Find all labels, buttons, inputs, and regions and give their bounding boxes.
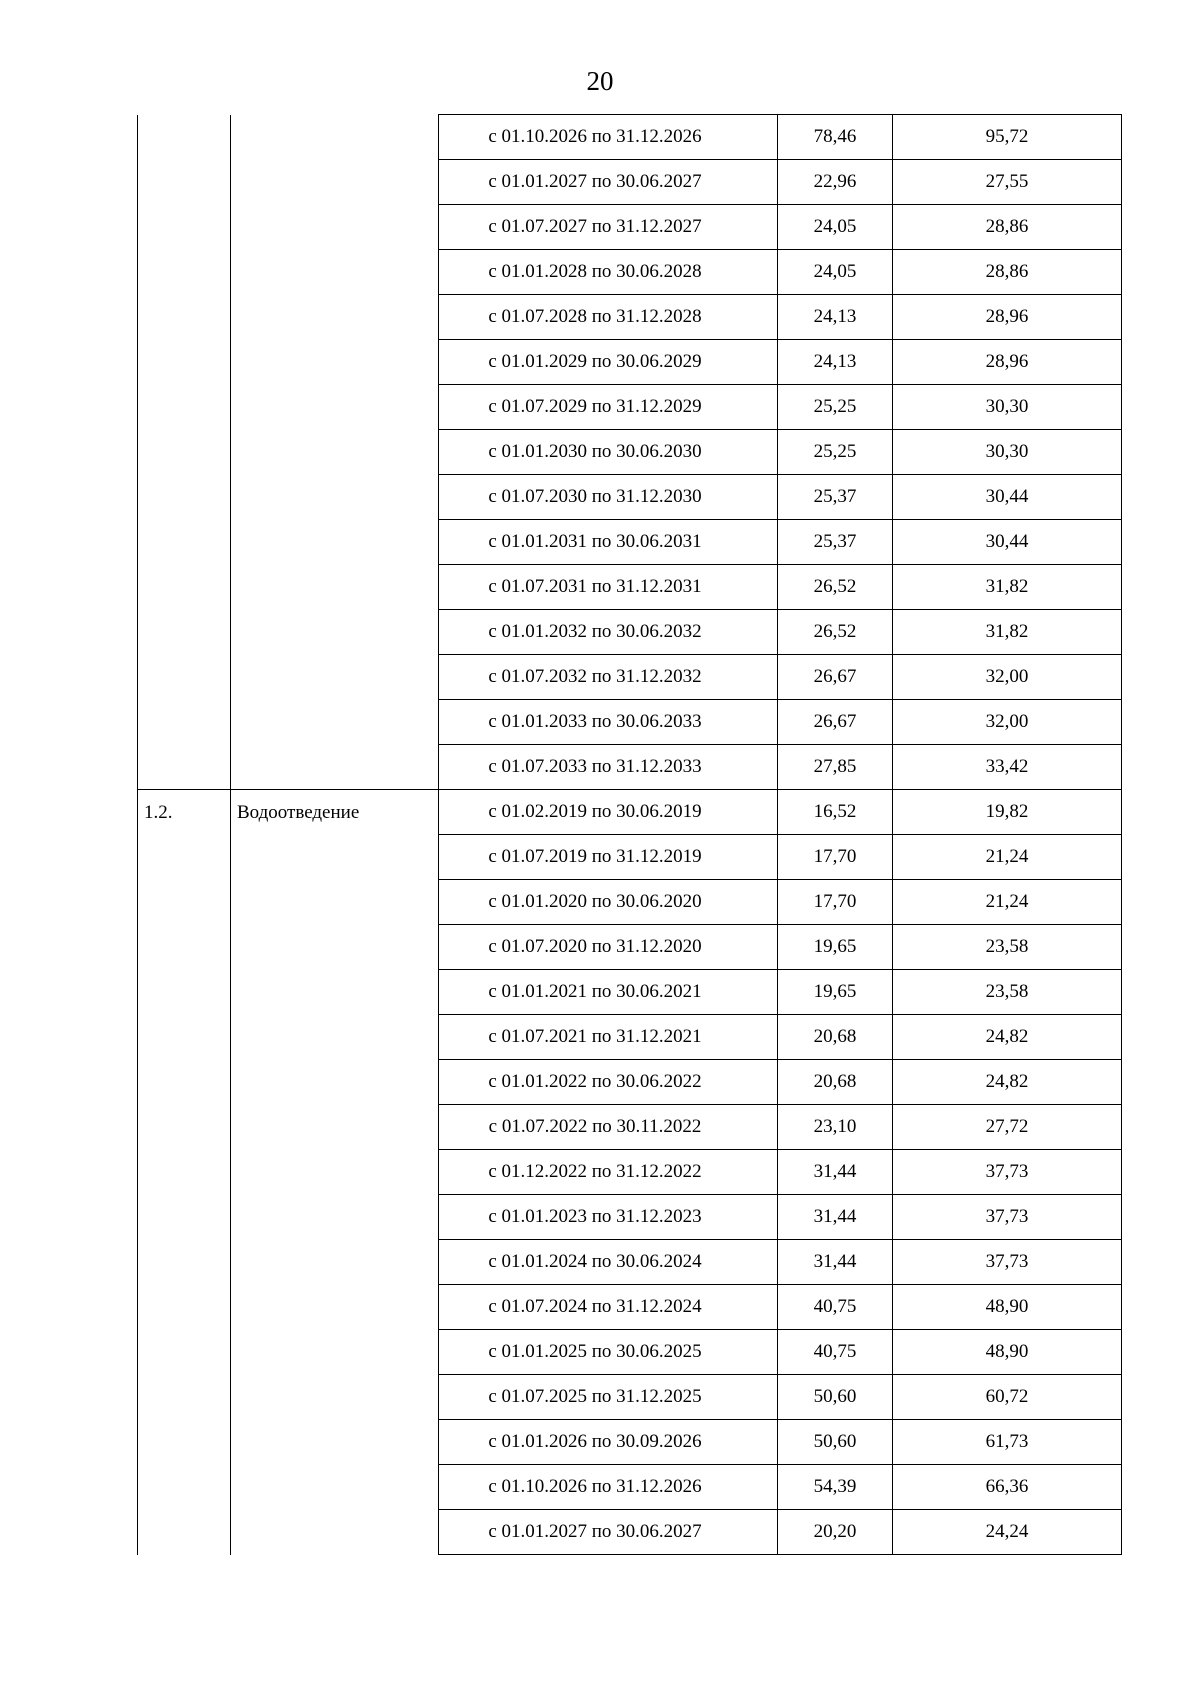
tariff-value-cell: 27,85 [778, 745, 893, 790]
tariff-value-cell: 22,96 [778, 160, 893, 205]
period-cell: с 01.07.2020 по 31.12.2020 [439, 925, 778, 970]
table-row [138, 790, 1122, 835]
tariff-value-cell: 24,13 [778, 340, 893, 385]
tariff-value-cell: 25,25 [778, 430, 893, 475]
tariff-value-with-vat-cell: 30,30 [893, 430, 1122, 475]
tariff-value-cell: 20,68 [778, 1015, 893, 1060]
tariff-value-with-vat-cell: 24,24 [893, 1510, 1122, 1555]
period-cell: с 01.01.2027 по 30.06.2027 [439, 160, 778, 205]
period-cell: с 01.07.2033 по 31.12.2033 [439, 745, 778, 790]
tariff-value-with-vat-cell: 28,96 [893, 340, 1122, 385]
period-cell: с 01.07.2024 по 31.12.2024 [439, 1285, 778, 1330]
tariff-value-cell: 17,70 [778, 835, 893, 880]
period-cell: с 01.07.2025 по 31.12.2025 [439, 1375, 778, 1420]
period-cell: с 01.01.2022 по 30.06.2022 [439, 1060, 778, 1105]
period-cell: с 01.07.2021 по 31.12.2021 [439, 1015, 778, 1060]
tariff-value-with-vat-cell: 33,42 [893, 745, 1122, 790]
group-name [231, 115, 438, 127]
period-cell: с 01.01.2021 по 30.06.2021 [439, 970, 778, 1015]
period-cell: с 01.01.2023 по 31.12.2023 [439, 1195, 778, 1240]
period-cell: с 01.01.2025 по 30.06.2025 [439, 1330, 778, 1375]
tariff-value-cell: 31,44 [778, 1195, 893, 1240]
tariff-value-with-vat-cell: 61,73 [893, 1420, 1122, 1465]
tariff-value-with-vat-cell: 37,73 [893, 1150, 1122, 1195]
period-cell: с 01.07.2030 по 31.12.2030 [439, 475, 778, 520]
tariff-value-cell: 40,75 [778, 1330, 893, 1375]
period-cell: с 01.07.2027 по 31.12.2027 [439, 205, 778, 250]
period-cell: с 01.01.2020 по 30.06.2020 [439, 880, 778, 925]
tariff-value-with-vat-cell: 31,82 [893, 565, 1122, 610]
table-row [138, 115, 1122, 160]
tariff-value-cell: 25,37 [778, 475, 893, 520]
group-number-cell [138, 790, 231, 1555]
period-cell: с 01.07.2032 по 31.12.2032 [439, 655, 778, 700]
period-cell: с 01.01.2030 по 30.06.2030 [439, 430, 778, 475]
tariff-value-with-vat-cell: 31,82 [893, 610, 1122, 655]
group-number: 1.2. [144, 802, 173, 823]
tariff-value-cell: 20,20 [778, 1510, 893, 1555]
tariff-value-with-vat-cell: 28,86 [893, 205, 1122, 250]
period-cell: с 01.01.2026 по 30.09.2026 [439, 1420, 778, 1465]
tariff-value-with-vat-cell: 28,86 [893, 250, 1122, 295]
period-cell: с 01.10.2026 по 31.12.2026 [439, 115, 778, 160]
period-cell: с 01.10.2026 по 31.12.2026 [439, 1465, 778, 1510]
period-cell: с 01.07.2028 по 31.12.2028 [439, 295, 778, 340]
tariff-value-with-vat-cell: 32,00 [893, 700, 1122, 745]
period-cell: с 01.01.2031 по 30.06.2031 [439, 520, 778, 565]
period-cell: с 01.01.2029 по 30.06.2029 [439, 340, 778, 385]
tariff-value-cell: 54,39 [778, 1465, 893, 1510]
tariff-value-with-vat-cell: 30,44 [893, 520, 1122, 565]
tariff-value-with-vat-cell: 30,44 [893, 475, 1122, 520]
tariff-value-with-vat-cell: 19,82 [893, 790, 1122, 835]
group-name-cell [231, 115, 439, 790]
tariff-value-cell: 26,52 [778, 565, 893, 610]
tariff-value-with-vat-cell: 48,90 [893, 1285, 1122, 1330]
tariff-table [137, 114, 1122, 1555]
tariff-value-with-vat-cell: 66,36 [893, 1465, 1122, 1510]
tariff-value-cell: 17,70 [778, 880, 893, 925]
group-name: Водоотведение [237, 802, 360, 823]
period-cell: с 01.02.2019 по 30.06.2019 [439, 790, 778, 835]
tariff-value-with-vat-cell: 32,00 [893, 655, 1122, 700]
tariff-value-cell: 19,65 [778, 970, 893, 1015]
tariff-value-cell: 26,67 [778, 655, 893, 700]
period-cell: с 01.01.2027 по 30.06.2027 [439, 1510, 778, 1555]
tariff-value-with-vat-cell: 60,72 [893, 1375, 1122, 1420]
tariff-value-cell: 26,52 [778, 610, 893, 655]
tariff-value-with-vat-cell: 23,58 [893, 970, 1122, 1015]
tariff-value-cell: 50,60 [778, 1420, 893, 1465]
group-name-cell [231, 790, 439, 1555]
period-cell: с 01.01.2024 по 30.06.2024 [439, 1240, 778, 1285]
tariff-value-with-vat-cell: 27,55 [893, 160, 1122, 205]
page-number: 20 [586, 66, 614, 96]
period-cell: с 01.12.2022 по 31.12.2022 [439, 1150, 778, 1195]
tariff-value-cell: 31,44 [778, 1240, 893, 1285]
tariff-value-with-vat-cell: 21,24 [893, 835, 1122, 880]
tariff-value-with-vat-cell: 30,30 [893, 385, 1122, 430]
tariff-value-with-vat-cell: 24,82 [893, 1015, 1122, 1060]
period-cell: с 01.07.2019 по 31.12.2019 [439, 835, 778, 880]
tariff-value-cell: 25,25 [778, 385, 893, 430]
tariff-value-cell: 26,67 [778, 700, 893, 745]
tariff-value-with-vat-cell: 37,73 [893, 1240, 1122, 1285]
period-cell: с 01.07.2031 по 31.12.2031 [439, 565, 778, 610]
group-number [138, 115, 230, 127]
tariff-value-cell: 31,44 [778, 1150, 893, 1195]
tariff-value-cell: 40,75 [778, 1285, 893, 1330]
tariff-value-cell: 78,46 [778, 115, 893, 160]
tariff-value-with-vat-cell: 27,72 [893, 1105, 1122, 1150]
tariff-value-cell: 24,05 [778, 250, 893, 295]
period-cell: с 01.01.2028 по 30.06.2028 [439, 250, 778, 295]
tariff-value-with-vat-cell: 24,82 [893, 1060, 1122, 1105]
group-number-cell [138, 115, 231, 790]
tariff-table-body [138, 115, 1122, 1555]
tariff-value-with-vat-cell: 48,90 [893, 1330, 1122, 1375]
tariff-value-cell: 24,13 [778, 295, 893, 340]
period-cell: с 01.01.2033 по 30.06.2033 [439, 700, 778, 745]
tariff-value-cell: 20,68 [778, 1060, 893, 1105]
tariff-value-cell: 25,37 [778, 520, 893, 565]
period-cell: с 01.07.2029 по 31.12.2029 [439, 385, 778, 430]
tariff-value-with-vat-cell: 95,72 [893, 115, 1122, 160]
tariff-value-cell: 16,52 [778, 790, 893, 835]
tariff-value-with-vat-cell: 28,96 [893, 295, 1122, 340]
tariff-value-with-vat-cell: 21,24 [893, 880, 1122, 925]
tariff-value-cell: 50,60 [778, 1375, 893, 1420]
tariff-value-with-vat-cell: 23,58 [893, 925, 1122, 970]
tariff-value-cell: 23,10 [778, 1105, 893, 1150]
tariff-value-with-vat-cell: 37,73 [893, 1195, 1122, 1240]
tariff-value-cell: 19,65 [778, 925, 893, 970]
period-cell: с 01.01.2032 по 30.06.2032 [439, 610, 778, 655]
period-cell: с 01.07.2022 по 30.11.2022 [439, 1105, 778, 1150]
tariff-value-cell: 24,05 [778, 205, 893, 250]
